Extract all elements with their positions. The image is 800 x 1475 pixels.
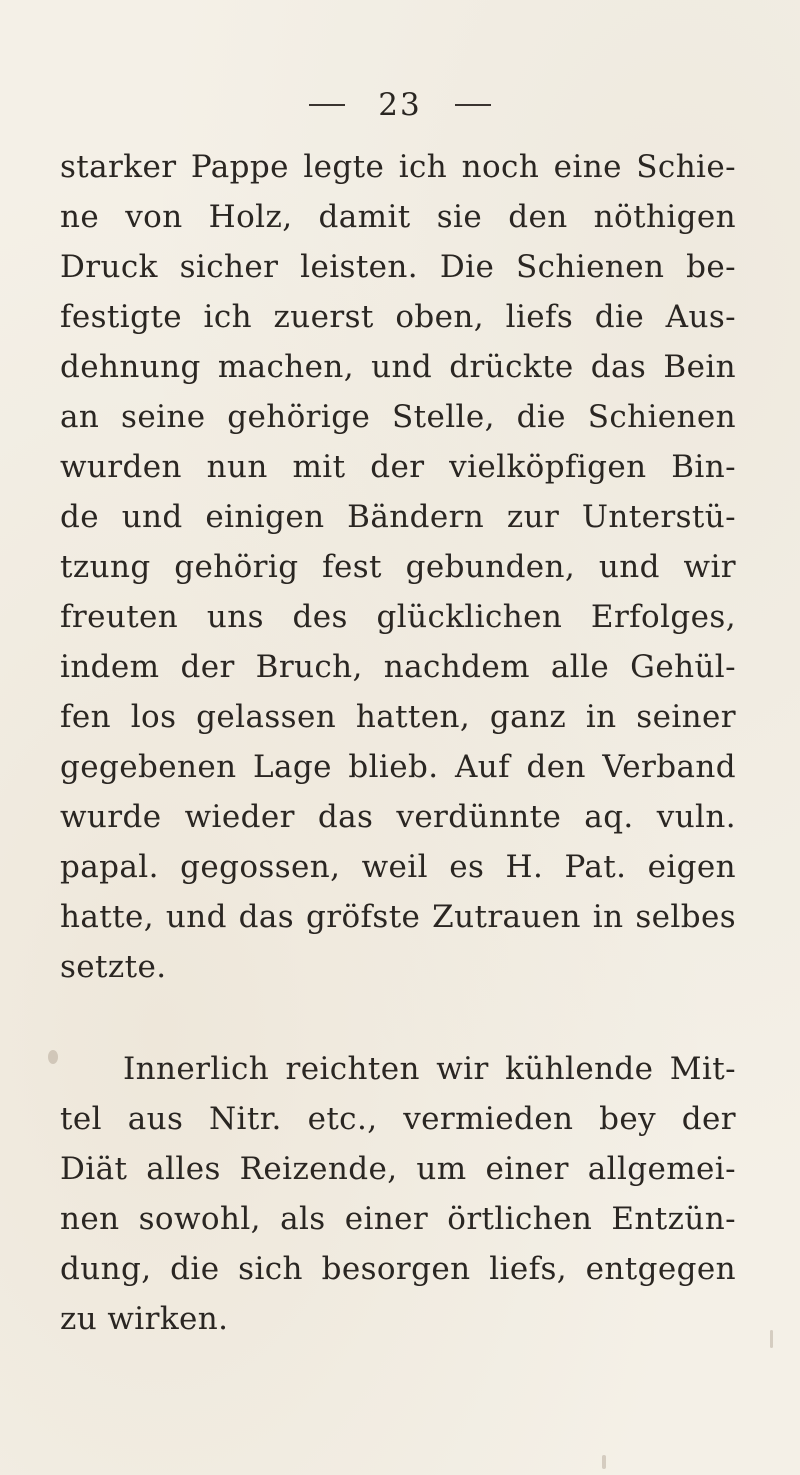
paper-speck bbox=[770, 1330, 773, 1348]
paragraph-spacer bbox=[60, 992, 736, 1044]
text-line: papal. gegossen, weil es H. Pat. eigen bbox=[60, 849, 736, 885]
text-line: fen los gelassen hatten, ganz in seiner bbox=[60, 699, 736, 735]
text-line: wurden nun mit der vielköpfigen Bin- bbox=[60, 449, 736, 485]
text-line: zu wirken. bbox=[60, 1301, 229, 1337]
text-line: setzte. bbox=[60, 949, 167, 985]
text-line: de und einigen Bändern zur Unterstü- bbox=[60, 499, 736, 535]
page-number: 23 bbox=[378, 87, 422, 123]
text-line: hatte, und das gröfste Zutrauen in selbes bbox=[60, 899, 736, 935]
text-line: tel aus Nitr. etc., vermieden bey der bbox=[60, 1101, 736, 1137]
text-line: Innerlich reichten wir kühlende Mit- bbox=[123, 1051, 736, 1087]
text-line: festigte ich zuerst oben, liefs die Aus- bbox=[60, 299, 736, 335]
text-line: nen sowohl, als einer örtlichen Entzün- bbox=[60, 1201, 736, 1237]
text-line: starker Pappe legte ich noch eine Schie- bbox=[60, 149, 736, 185]
text-line: Druck sicher leisten. Die Schienen be- bbox=[60, 249, 736, 285]
text-line: an seine gehörige Stelle, die Schienen bbox=[60, 399, 736, 435]
text-line: gegebenen Lage blieb. Auf den Verband bbox=[60, 749, 736, 785]
paper-speck bbox=[48, 1050, 58, 1064]
text-line: tzung gehörig fest gebunden, und wir bbox=[60, 549, 736, 585]
header-dash-right bbox=[455, 104, 491, 106]
body-text bbox=[60, 142, 736, 1344]
text-line: freuten uns des glücklichen Erfolges, bbox=[60, 599, 736, 635]
text-line: ne von Holz, damit sie den nöthigen bbox=[60, 199, 736, 235]
page-header bbox=[0, 86, 800, 123]
text-line: indem der Bruch, nachdem alle Gehül- bbox=[60, 649, 736, 685]
text-line: wurde wieder das verdünnte aq. vuln. bbox=[60, 799, 736, 835]
text-line: dehnung machen, und drückte das Bein bbox=[60, 349, 736, 385]
text-line: Diät alles Reizende, um einer allgemei- bbox=[60, 1151, 736, 1187]
header-dash-left bbox=[309, 104, 345, 106]
paper-speck bbox=[602, 1455, 606, 1469]
paragraph-1 bbox=[60, 142, 736, 992]
text-line: dung, die sich besorgen liefs, entgegen bbox=[60, 1251, 736, 1287]
paragraph-2 bbox=[60, 1044, 736, 1344]
